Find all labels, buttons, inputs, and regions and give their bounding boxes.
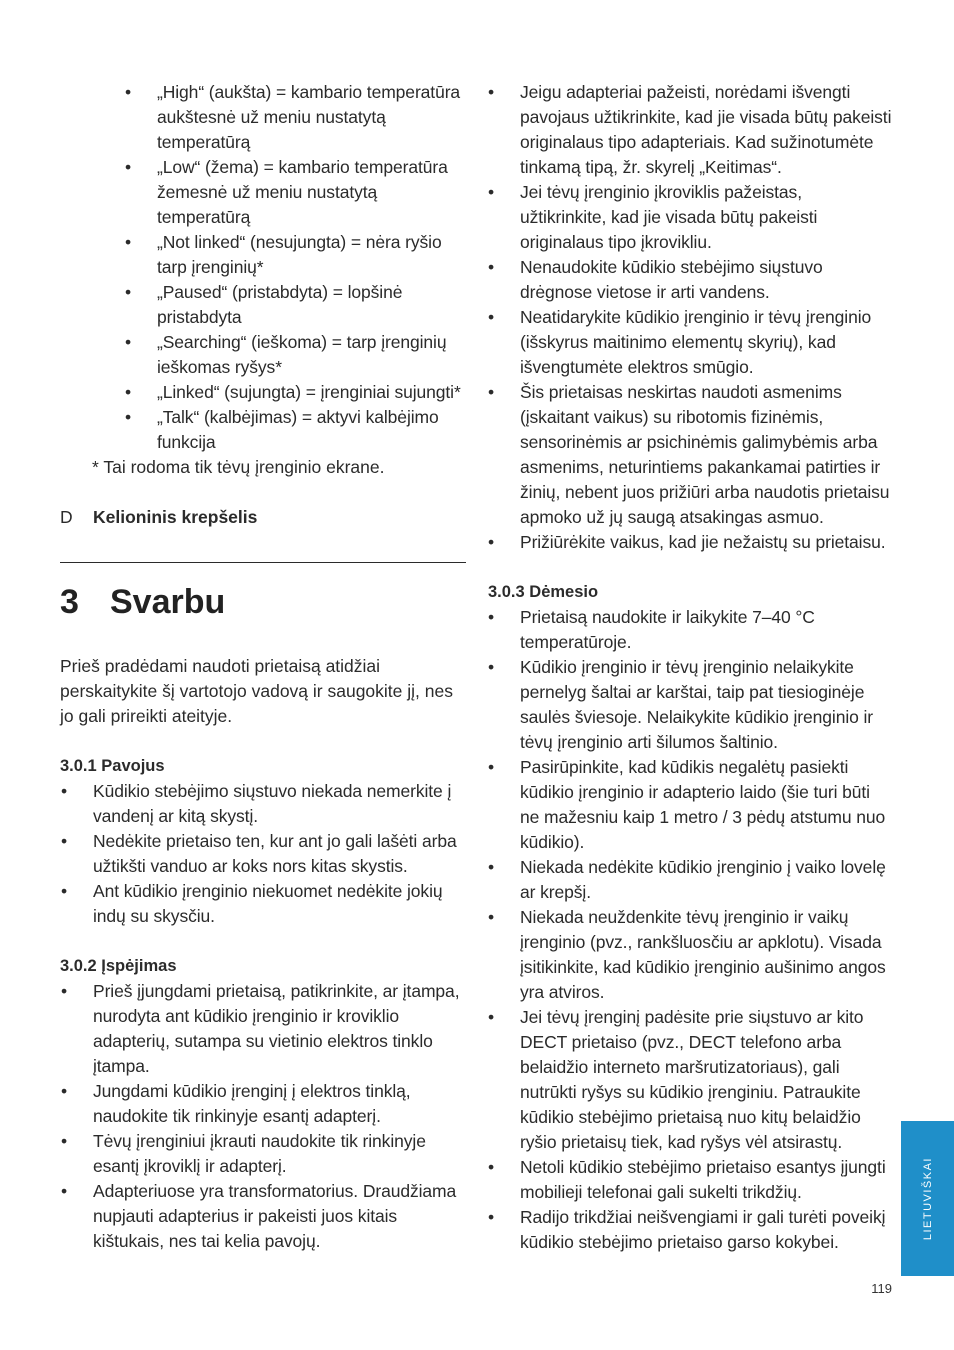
list-item: • „Talk“ (kalbėjimas) = aktyvi kalbėjimo funkcija <box>157 405 466 455</box>
list-item: • Adapteriuose yra transformatorius. Draudžiama nupjauti adapterius ir pakeisti juos kitais kištukais, nes tai kelia pavojų. <box>93 1179 466 1254</box>
list-item: • Ant kūdikio įrenginio niekuomet nedėkite jokių indų su skysčiu. <box>93 879 466 929</box>
chapter-title: Svarbu <box>110 583 226 621</box>
list-item: • „Searching“ (ieškoma) = tarp įrenginių ieškomas ryšys* <box>157 330 466 380</box>
list-item: • Jei tėvų įrenginį padėsite prie siųstuvo ar kito DECT prietaiso (pvz., DECT telefono arba belaidžio interneto maršrutizatoriaus), gali nutrūkti ryšys su kūdikio įrenginiu. Patraukite kūdikio stebėjimo prietaisą nuo kitų belaidžio ryšio prietaisų tiek, kad ryšys vėl atsirastų. <box>520 1005 892 1155</box>
list-item: • Jeigu adapteriai pažeisti, norėdami išvengti pavojaus užtikrinkite, kad jie visada būtų pakeisti originalaus tipo adapteriais. Kad sužinotumėte tinkamą tipą, žr. skyrelį „Keitimas“. <box>520 80 892 180</box>
list-item: • Šis prietaisas neskirtas naudoti asmenims (įskaitant vaikus) su ribotomis fizinėmis, sensorinėmis ar psichinėmis galimybėmis arba asmenims, neturintiems pakankamai patirties ir žinių, nebent juos prižiūri arba naudotis prietaisu apmoko už jų saugą atsakingas asmuo. <box>520 380 892 530</box>
list-item: • „Low“ (žema) = kambario temperatūra žemesnė už meniu nustatytą temperatūrą <box>157 155 466 230</box>
warning-heading: 3.0.2 Įspėjimas <box>60 957 177 975</box>
chapter-divider <box>60 562 466 563</box>
list-item: • Tėvų įrenginiui įkrauti naudokite tik rinkinyje esantį įkroviklį ir adapterį. <box>93 1129 466 1179</box>
language-tab <box>901 1121 954 1276</box>
caution-heading: 3.0.3 Dėmesio <box>488 583 599 601</box>
danger-heading: 3.0.1 Pavojus <box>60 757 165 775</box>
item-d <box>60 505 466 530</box>
list-item: • Prieš įjungdami prietaisą, patikrinkite, ar įtampa, nurodyta ant kūdikio įrenginio ir kroviklio adapterių, sutampa su vietinio elektros tinklo įtampa. <box>93 979 466 1079</box>
list-item: • Jungdami kūdikio įrenginį į elektros tinklą, naudokite tik rinkinyje esantį adapterį. <box>93 1079 466 1129</box>
footnote: * Tai rodoma tik tėvų įrenginio ekrane. <box>92 457 385 477</box>
status-list <box>157 80 466 455</box>
page-number: 119 <box>871 1281 892 1296</box>
list-item: • Nenaudokite kūdikio stebėjimo siųstuvo drėgnose vietose ir arti vandens. <box>520 255 892 305</box>
warning-list <box>93 979 466 1254</box>
list-item: • „Linked“ (sujungta) = įrenginiai sujungti* <box>157 380 466 405</box>
list-item: • Neatidarykite kūdikio įrenginio ir tėvų įrenginio (išskyrus maitinimo elementų skyrių), kad išvengtumėte elektros smūgio. <box>520 305 892 380</box>
item-d-letter: D <box>60 507 73 527</box>
danger-list <box>93 779 466 929</box>
list-item: • Jei tėvų įrenginio įkroviklis pažeistas, užtikrinkite, kad jie visada būtų pakeisti originalaus tipo įkrovikliu. <box>520 180 892 255</box>
item-d-text: Kelioninis krepšelis <box>93 507 258 527</box>
left-column <box>60 80 466 1254</box>
list-item: • Radijo trikdžiai neišvengiami ir gali turėti poveikį kūdikio stebėjimo prietaiso garso kokybei. <box>520 1205 892 1255</box>
right-column <box>488 80 892 1255</box>
list-item: • Prižiūrėkite vaikus, kad jie nežaistų su prietaisu. <box>520 530 892 555</box>
warning-list-continued <box>520 80 892 555</box>
list-item: • „High“ (aukšta) = kambario temperatūra aukštesnė už meniu nustatytą temperatūrą <box>157 80 466 155</box>
list-item: • Niekada nedėkite kūdikio įrenginio į vaiko lovelę ar krepšį. <box>520 855 892 905</box>
list-item: • Netoli kūdikio stebėjimo prietaiso esantys įjungti mobilieji telefonai gali sukelti trikdžių. <box>520 1155 892 1205</box>
chapter-number: 3 <box>60 583 79 621</box>
intro-paragraph: Prieš pradėdami naudoti prietaisą atidžiai perskaitykite šį vartotojo vadovą ir saugokite jį, nes jo gali prireikti ateityje. <box>60 656 453 726</box>
language-tab-label: LIETUVIŠKAI <box>921 1156 934 1241</box>
caution-list <box>520 605 892 1255</box>
chapter-heading <box>60 577 466 627</box>
list-item: • Prietaisą naudokite ir laikykite 7–40 °C temperatūroje. <box>520 605 892 655</box>
list-item: • Kūdikio stebėjimo siųstuvo niekada nemerkite į vandenį ar kitą skystį. <box>93 779 466 829</box>
list-item: • Nedėkite prietaiso ten, kur ant jo gali lašėti arba užtikšti vanduo ar koks nors kitas skystis. <box>93 829 466 879</box>
list-item: • „Paused“ (pristabdyta) = lopšinė pristabdyta <box>157 280 466 330</box>
list-item: • „Not linked“ (nesujungta) = nėra ryšio tarp įrenginių* <box>157 230 466 280</box>
list-item: • Kūdikio įrenginio ir tėvų įrenginio nelaikykite pernelyg šaltai ar karštai, taip pat tiesioginėje saulės šviesoje. Nelaikykite kūdikio įrenginio ir tėvų įrenginio arti šilumos šaltinio. <box>520 655 892 755</box>
list-item: • Niekada neuždenkite tėvų įrenginio ir vaikų įrenginio (pvz., rankšluosčiu ar apklotu). Visada įsitikinkite, kad kūdikio įrenginio aušinimo angos yra atviros. <box>520 905 892 1005</box>
list-item: • Pasirūpinkite, kad kūdikis negalėtų pasiekti kūdikio įrenginio ir adapterio laido (šie turi būti ne mažesniu kaip 1 metro / 3 pėdų atstumu nuo kūdikio). <box>520 755 892 855</box>
